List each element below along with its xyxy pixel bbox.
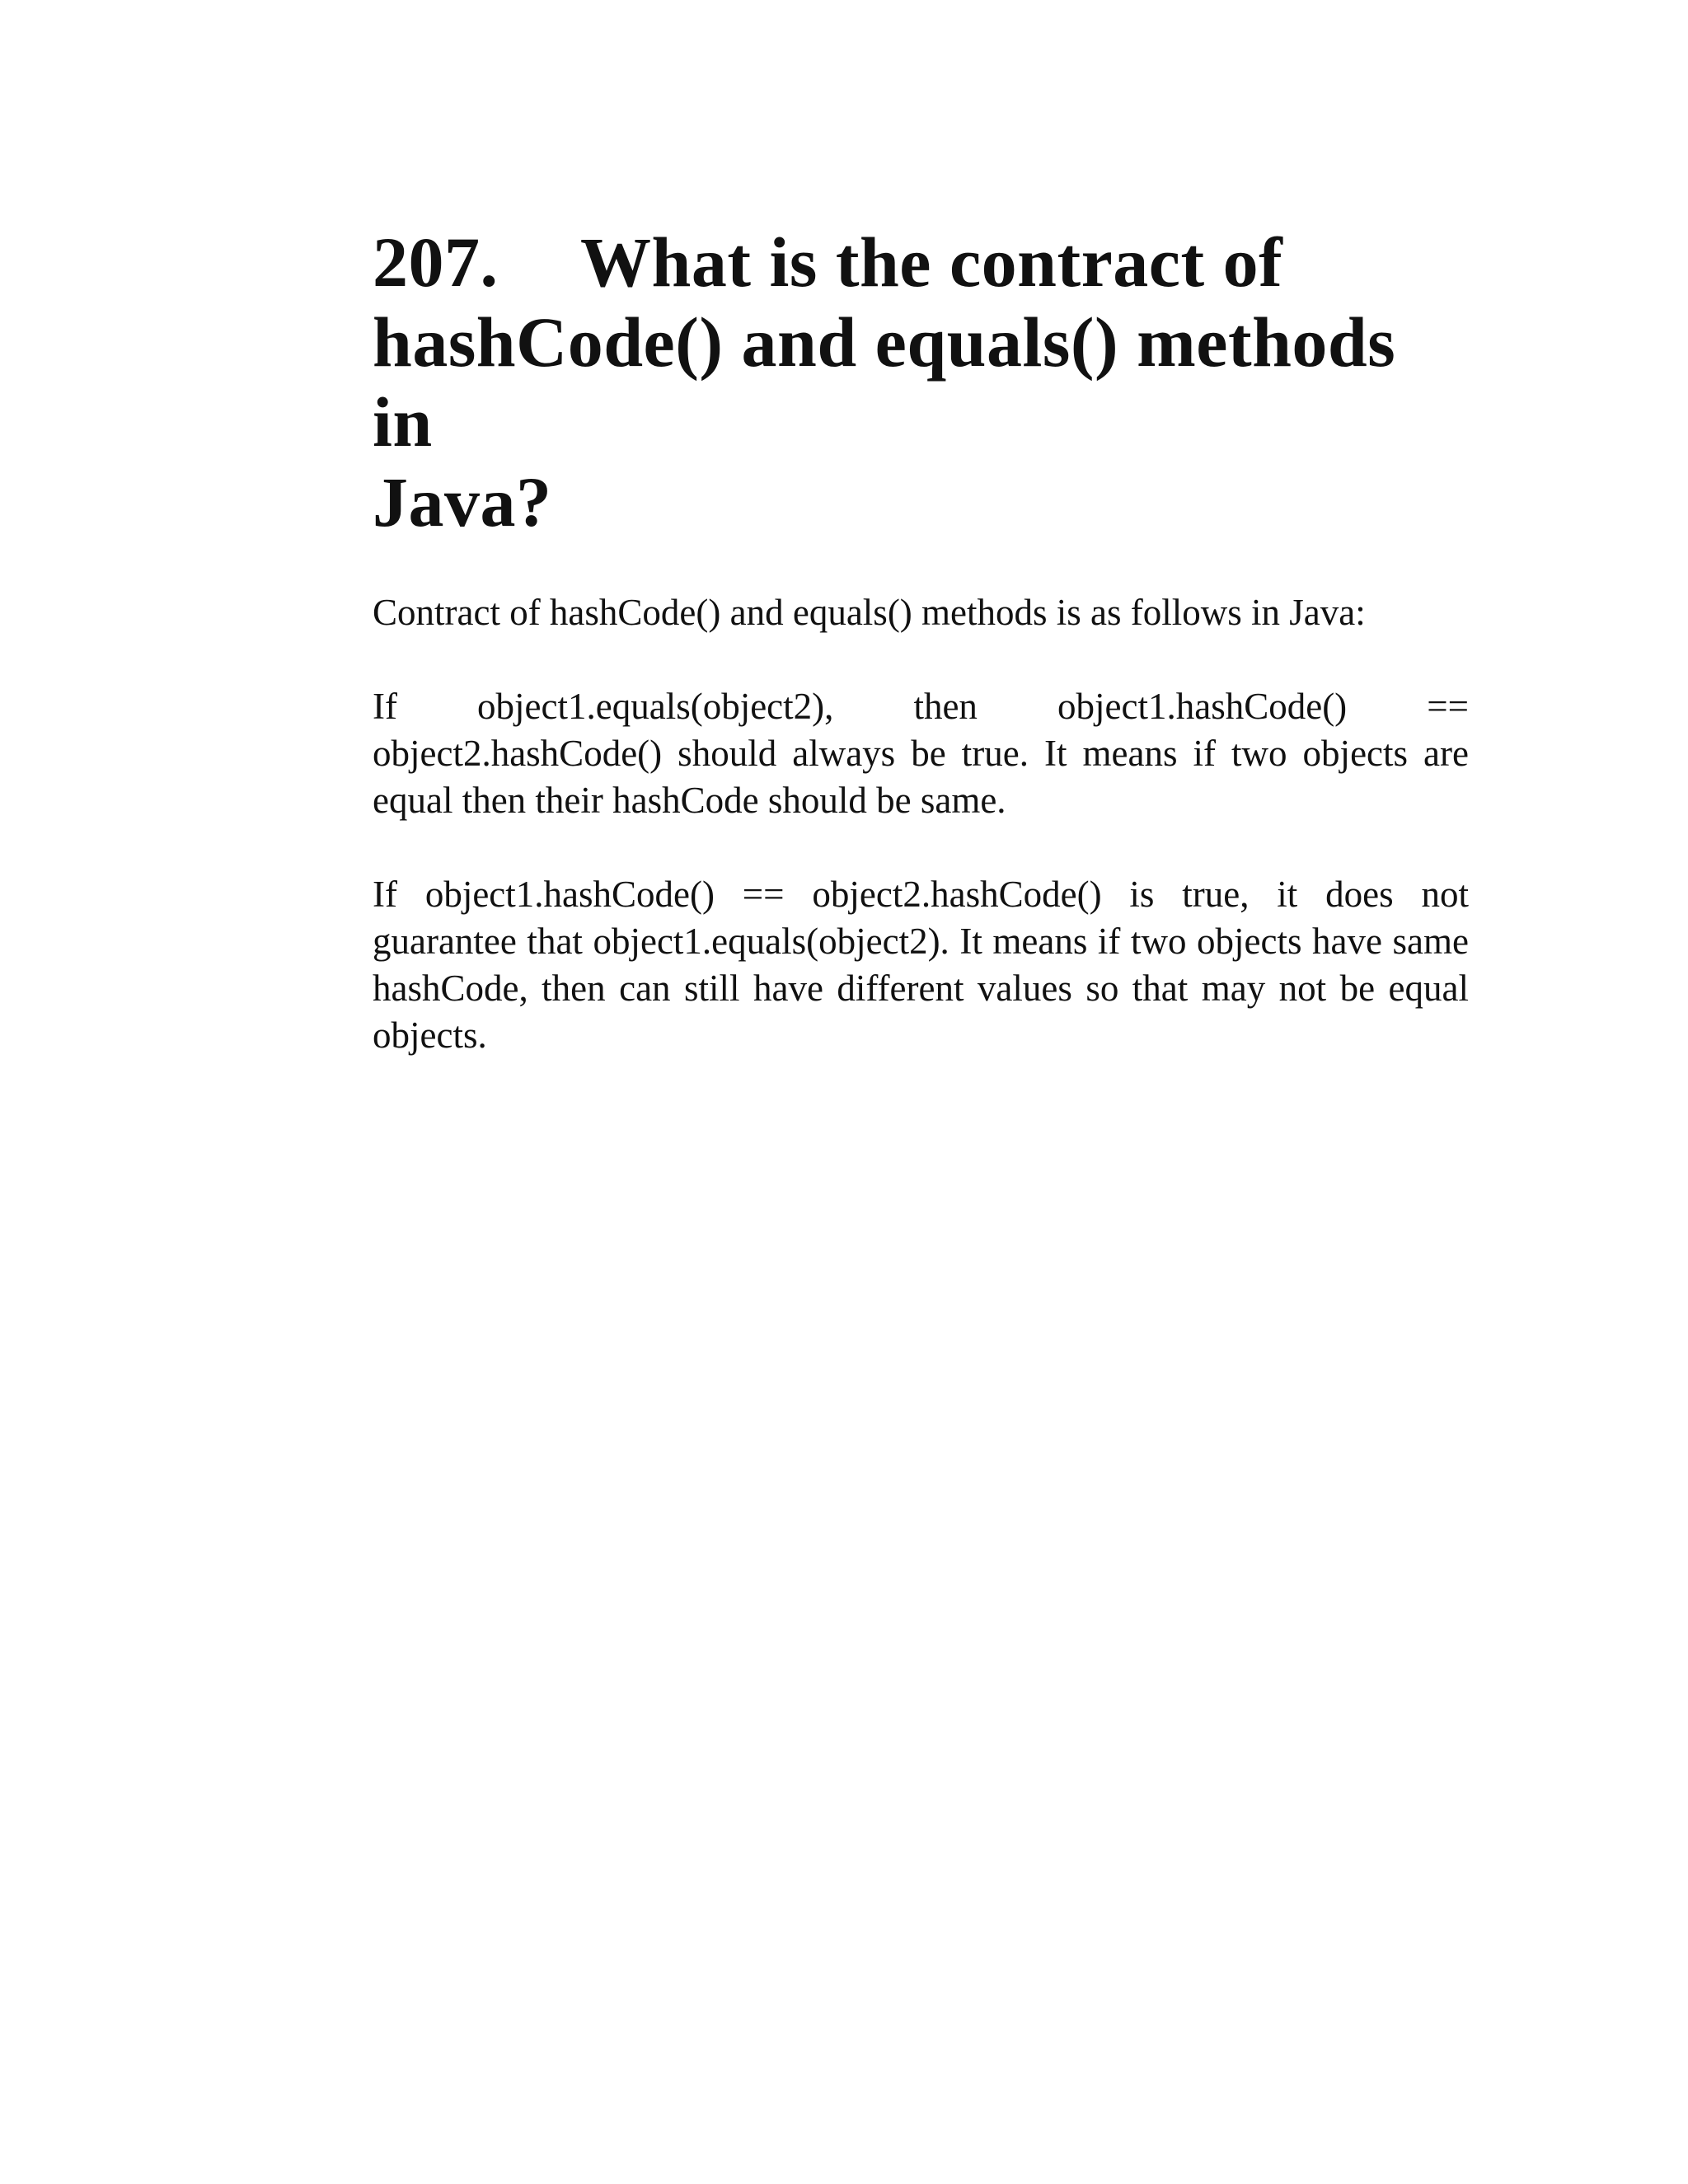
heading-title-line-3: Java? — [373, 462, 552, 541]
rule-paragraph-2: If object1.hashCode() == object2.hashCode() is true, it does not guarantee that object1.equals(object2). It means if two objects have same hashCode, then can still have different values so that may not be equal objects. — [373, 874, 1469, 1056]
page-content — [373, 223, 1469, 1059]
intro-paragraph: Contract of hashCode() and equals() methods is as follows in Java: — [373, 592, 1366, 633]
question-heading — [373, 223, 1469, 542]
heading-line-1 — [373, 223, 1469, 302]
heading-title-line-2: hashCode() and equals() methods in — [373, 302, 1396, 462]
rule-paragraph-1: If object1.equals(object2), then object1.hashCode() == object2.hashCode() should always be true. It means if two objects are equal then their hashCode should be same. — [373, 686, 1469, 821]
heading-title-line-1: What is the contract of — [580, 223, 1283, 302]
question-number: 207. — [373, 223, 499, 302]
